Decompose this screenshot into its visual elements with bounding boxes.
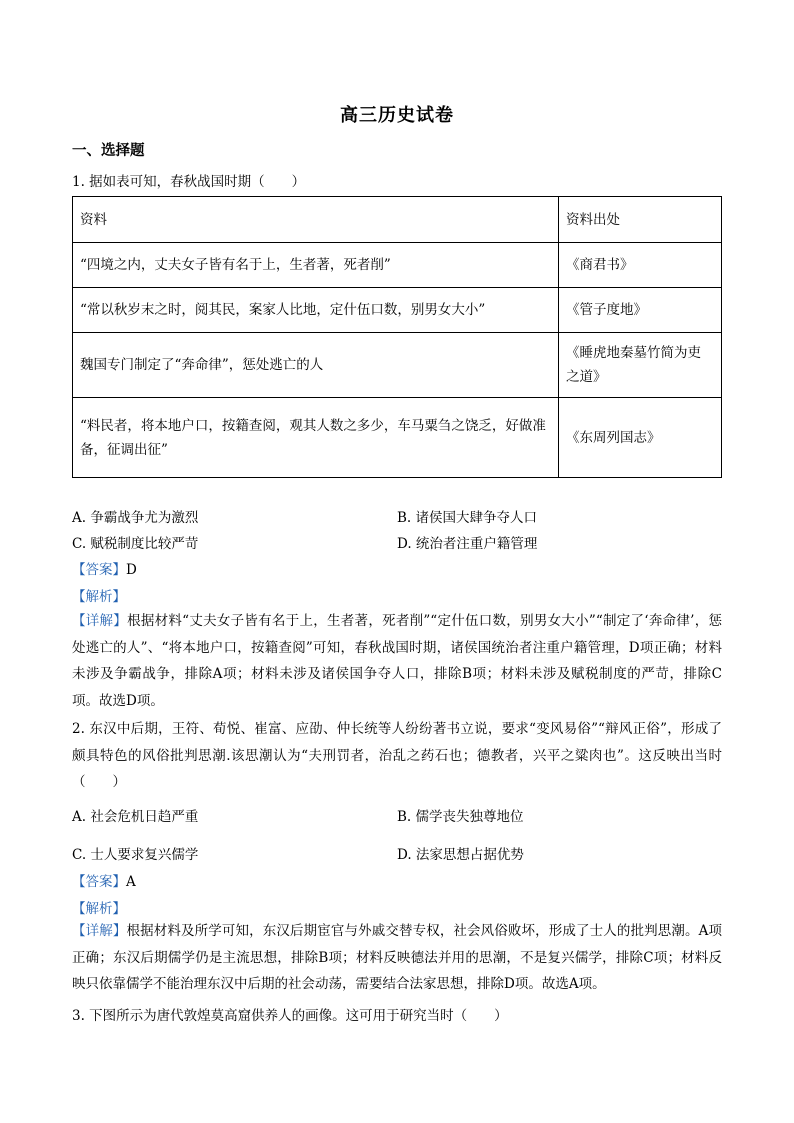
table-row — [73, 243, 722, 288]
table-cell-source: 《东周列国志》 — [559, 398, 722, 478]
q2-option-d: D. 法家思想占据优势 — [397, 847, 524, 863]
table-cell-source: 《管子度地》 — [559, 288, 722, 333]
detail-label: 【详解】 — [72, 613, 128, 629]
q1-option-a: A. 争霸战争尤为激烈 — [72, 510, 199, 526]
q2-answer — [72, 870, 136, 890]
q1-option-d: D. 统治者注重户籍管理 — [397, 536, 538, 552]
q1-source-table — [72, 196, 722, 478]
q1-answer — [72, 558, 137, 578]
q2-option-c: C. 士人要求复兴儒学 — [72, 847, 199, 863]
detail-text: 根据材料及所学可知，东汉后期宦官与外戚交替专权，社会风俗败坏，形成了士人的批判思潮。A项正确；东汉后期儒学仍是主流思想，排除B项；材料反映德法并用的思潮，不是复兴儒学，排除C项；材料反映只依靠儒学不能治理东汉中后期的社会动荡，需要结合法家思想，排除D项。故选A项。 — [72, 923, 723, 992]
detail-text: 根据材料“丈夫女子皆有名于上，生者著，死者削”“定什伍口数，别男女大小”“制定了‘奔命律’，惩处逃亡的人”、“将本地户口，按籍查阅”可知，春秋战国时期，诸侯国统治者注重户籍管理，D项正确；材料未涉及争霸战争，排除A项；材料未涉及诸侯国争夺人口，排除B项；材料未涉及赋税制度的严苛，排除C项。故选D项。 — [72, 613, 722, 709]
table-row — [73, 288, 722, 333]
table-header-source: 资料出处 — [559, 197, 722, 243]
q2-detail — [72, 918, 722, 998]
q1-option-b: B. 诸侯国大肆争夺人口 — [397, 510, 538, 526]
detail-label: 【详解】 — [72, 923, 127, 939]
answer-value: D — [126, 562, 137, 578]
q1-analysis-label: 【解析】 — [72, 589, 126, 605]
q2-option-b: B. 儒学丧失独尊地位 — [397, 809, 524, 825]
table-cell-material: “料民者，将本地户口，按籍查阅，观其人数之多少，车马粟刍之饶乏，好做准备，征调出征” — [73, 398, 559, 478]
q1-stem: 1. 据如表可知，春秋战国时期（ ） — [72, 174, 306, 190]
table-row — [73, 333, 722, 398]
table-cell-material: “常以秋岁末之时，阅其民，案家人比地，定什伍口数，别男女大小” — [73, 288, 559, 333]
table-cell-material: 魏国专门制定了“奔命律”，惩处逃亡的人 — [73, 333, 559, 398]
table-header-row — [73, 197, 722, 243]
table-cell-source: 《睡虎地秦墓竹简为吏之道》 — [559, 333, 722, 398]
q1-option-c: C. 赋税制度比较严苛 — [72, 536, 199, 552]
table-cell-source: 《商君书》 — [559, 243, 722, 288]
answer-label: 【答案】 — [72, 874, 126, 890]
answer-label: 【答案】 — [72, 562, 126, 578]
table-header-material: 资料 — [73, 197, 559, 243]
q1-detail — [72, 608, 722, 714]
q2-analysis-label: 【解析】 — [72, 901, 126, 917]
exam-title: 高三历史试卷 — [340, 105, 454, 126]
section-heading: 一、选择题 — [72, 142, 145, 159]
q3-stem: 3. 下图所示为唐代敦煌莫高窟供养人的画像。这可用于研究当时（ ） — [72, 1008, 508, 1024]
table-cell-material: “四境之内，丈夫女子皆有名于上，生者著，死者削” — [73, 243, 559, 288]
q2-stem: 2. 东汉中后期，王符、荀悦、崔富、应劭、仲长统等人纷纷著书立说，要求“变风易俗”“辩风正俗”，形成了颇具特色的风俗批判思潮.该思潮认为“夫刑罚者，治乱之药石也；德教者，兴平之粱肉也”。这反映出当时（ ） — [72, 721, 722, 790]
table-row — [73, 398, 722, 478]
answer-value: A — [126, 874, 136, 890]
q2-option-a: A. 社会危机日趋严重 — [72, 809, 199, 825]
